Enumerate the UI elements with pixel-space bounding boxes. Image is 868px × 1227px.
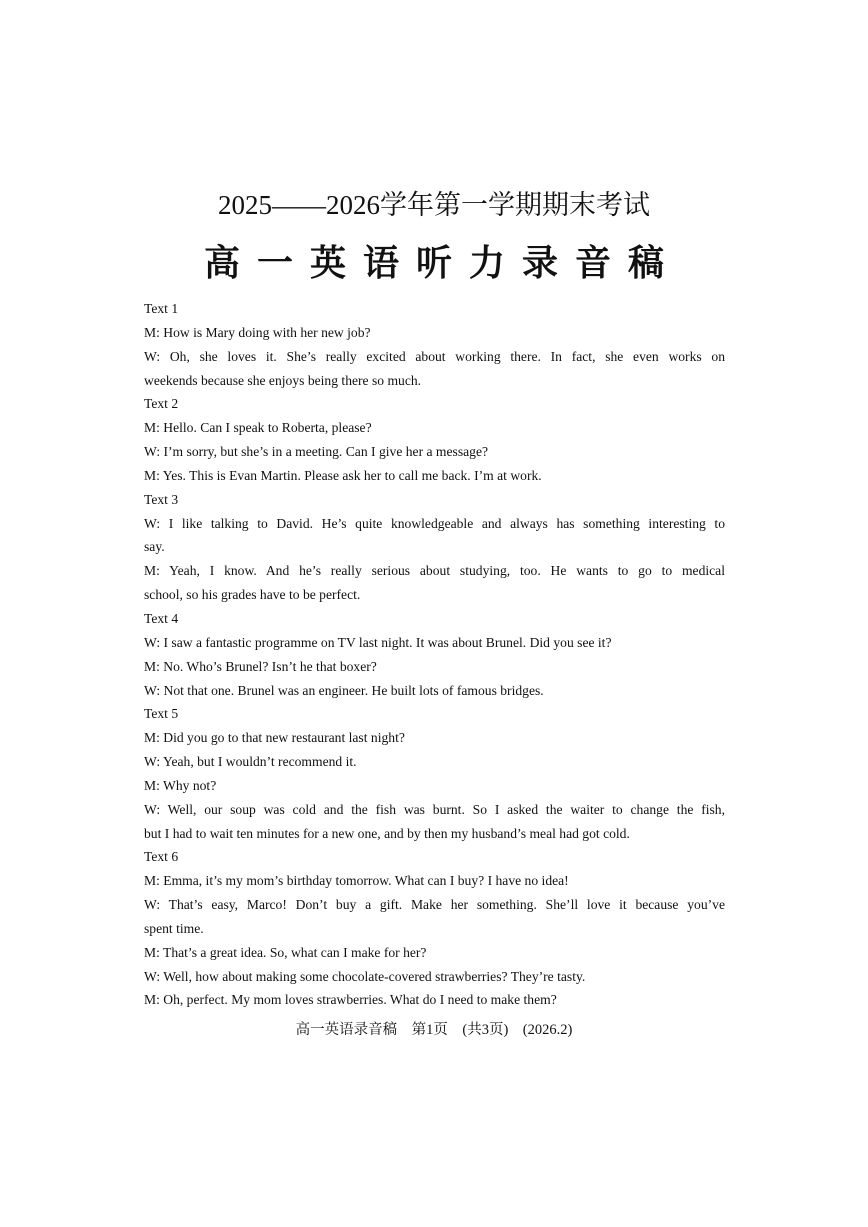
transcript-line: M: That’s a great idea. So, what can I make for her?	[144, 944, 427, 960]
transcript-line: W: I’m sorry, but she’s in a meeting. Can I give her a message?	[144, 444, 489, 460]
transcript-line: weekends because she enjoys being there so much.	[144, 372, 422, 388]
transcript-line: M: Yeah, I know. And he’s really serious about studying, too. He wants to go to medical	[144, 563, 725, 579]
transcript-line: say.	[144, 539, 165, 555]
section-heading: Text 6	[144, 849, 179, 865]
transcript-line: spent time.	[144, 920, 204, 936]
transcript-line: school, so his grades have to be perfect.	[144, 587, 361, 603]
section-heading: Text 3	[144, 491, 179, 507]
transcript-line: W: Oh, she loves it. She’s really excited about working there. In fact, she even works on	[144, 348, 725, 364]
transcript-line: M: No. Who’s Brunel? Isn’t he that boxer?	[144, 658, 377, 674]
transcript-line: but I had to wait ten minutes for a new one, and by then my husband’s meal had got cold.	[144, 825, 630, 841]
transcript-body	[144, 297, 725, 1012]
transcript-line: W: Well, how about making some chocolate-covered strawberries? They’re tasty.	[144, 968, 586, 984]
section-heading: Text 1	[144, 301, 179, 316]
section-heading: Text 4	[144, 610, 179, 626]
transcript-line: M: How is Mary doing with her new job?	[144, 324, 371, 340]
section-heading: Text 2	[144, 396, 179, 412]
transcript-line: W: I saw a fantastic programme on TV last night. It was about Brunel. Did you see it?	[144, 634, 612, 650]
transcript-line: M: Oh, perfect. My mom loves strawberries. What do I need to make them?	[144, 992, 557, 1008]
page-subtitle: 高一英语听力录音稿	[203, 243, 681, 283]
transcript-line: M: Yes. This is Evan Martin. Please ask her to call me back. I’m at work.	[144, 467, 542, 483]
transcript-line: W: Yeah, but I wouldn’t recommend it.	[144, 754, 357, 770]
transcript-line: W: Well, our soup was cold and the fish was burnt. So I asked the waiter to change the fish,	[144, 801, 725, 817]
transcript-line: M: Why not?	[144, 777, 217, 793]
transcript-line: M: Did you go to that new restaurant last night?	[144, 730, 405, 746]
transcript-line: W: That’s easy, Marco! Don’t buy a gift. Make her something. She’ll love it because you’ve	[144, 897, 725, 913]
page-footer: 高一英语录音稿 第1页 (共3页) (2026.2)	[295, 1022, 573, 1038]
transcript-line: M: Hello. Can I speak to Roberta, please?	[144, 420, 372, 436]
page-title: 2025——2026学年第一学期期末考试	[218, 190, 650, 220]
transcript-line: W: I like talking to David. He’s quite knowledgeable and always has something interesting to	[144, 515, 725, 531]
transcript-line: W: Not that one. Brunel was an engineer. He built lots of famous bridges.	[144, 682, 544, 698]
section-heading: Text 5	[144, 706, 179, 722]
transcript-line: M: Emma, it’s my mom’s birthday tomorrow. What can I buy? I have no idea!	[144, 873, 569, 889]
